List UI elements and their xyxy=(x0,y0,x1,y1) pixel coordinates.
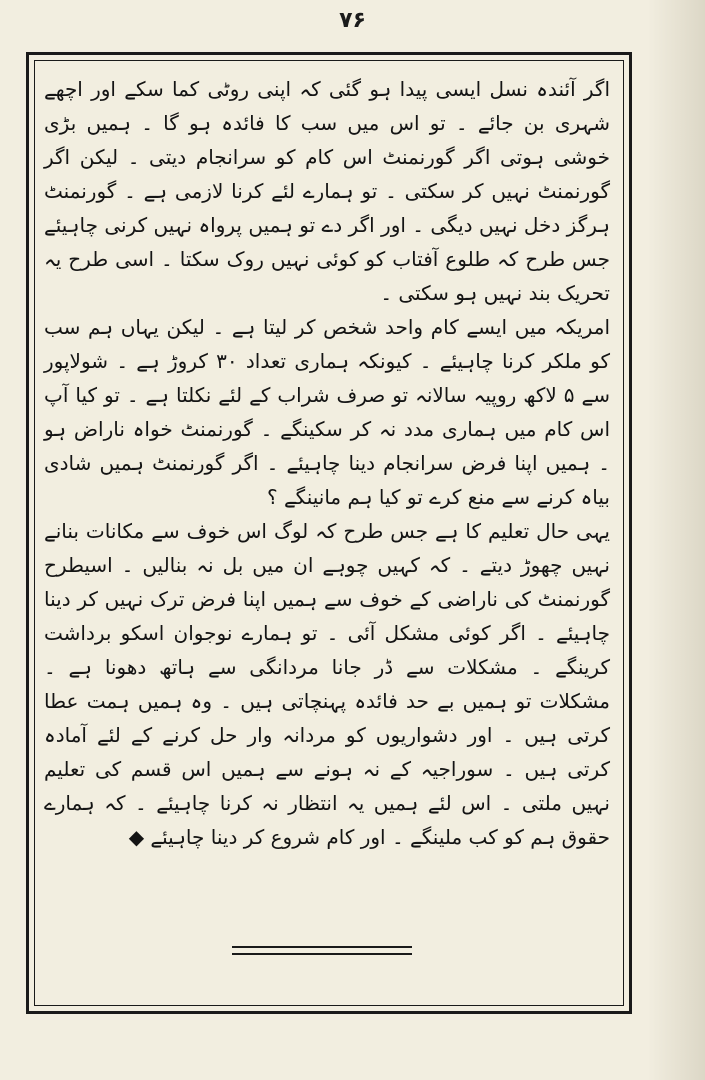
body-text xyxy=(44,72,610,854)
ornament-rule-top xyxy=(232,946,412,948)
end-ornament-double-rule xyxy=(232,946,412,958)
page-edge-shadow xyxy=(647,0,705,1080)
page-number: ۷۶ xyxy=(339,8,366,33)
paragraph-3: یہی حال تعلیم کا ہے جس طرح کہ لوگ اس خوف سے مکانات بنانے نہیں چھوڑ دیتے ۔ کہ کہیں چوہے ان میں بل نہ بنالیں ۔ اسیطرح گورنمنٹ کی ناراضی کے خوف سے ہمیں اپنا فرض ترک نہیں کر دینا چاہیئے ۔ اگر کوئی مشکل آئی ۔ تو ہمارے نوجوان اسکو برداشت کرینگے ۔ مشکلات سے ڈر جانا مردانگی سے ہاتھ دھونا ہے ۔ مشکلات تو ہمیں بے حد فائدہ پہنچاتی ہیں ۔ وہ ہمیں ہمت عطا کرتی ہیں ۔ اور دشواریوں کو مردانہ وار حل کرنے کے لئے آمادہ کرتی ہیں ۔ سوراجیہ کے نہ ہونے سے ہمیں اس قسم کی تعلیم نہیں ملتی ۔ اس لئے ہمیں یہ انتظار نہ کرنا چاہیئے ۔ کہ ہمارے حقوق ہم کو کب ملینگے ۔ اور کام شروع کر دینا چاہیئے ◆ xyxy=(44,519,610,849)
paragraph-1: اگر آئندہ نسل ایسی پیدا ہو گئی کہ اپنی روٹی کما سکے اور اچھے شہری بن جائے ۔ تو اس میں سب کا فائدہ ہو گا ۔ ہمیں بڑی خوشی ہوتی اگر گورنمنٹ اس کام کو سرانجام دیتی ۔ لیکن اگر گورنمنٹ نہیں کر سکتی ۔ تو ہمارے لئے کرنا لازمی ہے ۔ گورنمنٹ ہرگز دخل نہیں دیگی ۔ اور اگر دے تو ہمیں پرواہ نہیں کرنی چاہیئے جس طرح کہ طلوع آفتاب کو کوئی نہیں روک سکتا ۔ اسی طرح یہ تحریک بند نہیں ہو سکتی ۔ xyxy=(44,77,610,305)
ornament-rule-bottom xyxy=(232,953,412,955)
paragraph-2: امریکہ میں ایسے کام واحد شخص کر لیتا ہے ۔ لیکن یہاں ہم سب کو ملکر کرنا چاہیئے ۔ کیونکہ ہماری تعداد ۳۰ کروڑ ہے ۔ شولاپور سے ۵ لاکھ روپیہ سالانہ تو صرف شراب کے لئے نکلتا ہے ۔ تو کیا آپ اس کام میں ہماری مدد نہ کر سکینگے ۔ گورنمنٹ خواہ ناراض ہو ۔ ہمیں اپنا فرض سرانجام دینا چاہیئے ۔ اگر گورنمنٹ ہمیں شادی بیاہ کرنے سے منع کرے تو کیا ہم مانینگے ؟ xyxy=(44,315,611,509)
